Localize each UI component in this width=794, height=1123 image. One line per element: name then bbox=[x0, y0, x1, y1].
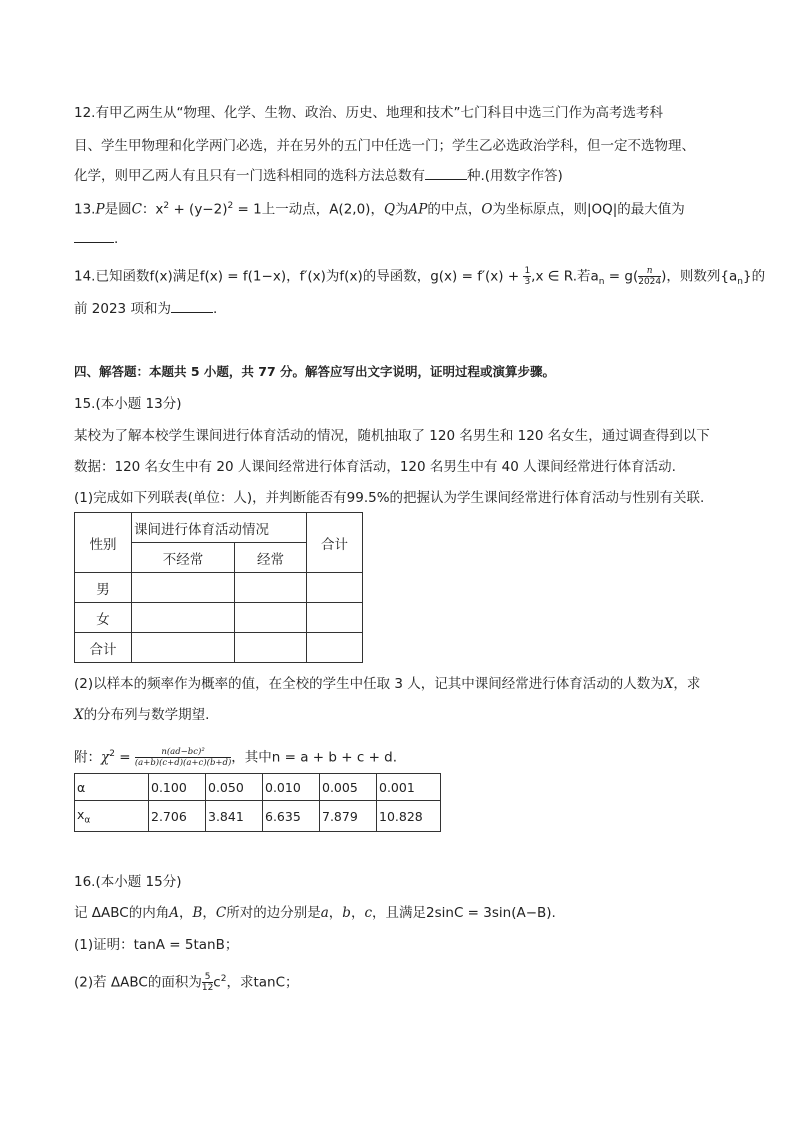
q13-text: 的中点， bbox=[427, 201, 482, 218]
q13-var: C bbox=[131, 201, 142, 218]
q16-line1 bbox=[74, 903, 556, 923]
answer-blank[interactable] bbox=[74, 229, 114, 243]
q14-sub: n bbox=[737, 277, 743, 288]
contingency-table bbox=[74, 512, 363, 663]
q14-line2 bbox=[74, 299, 217, 319]
table-cell[interactable] bbox=[235, 603, 307, 633]
x-value: 2.706 bbox=[149, 801, 206, 832]
q13-line1 bbox=[74, 196, 685, 220]
q14-text: }的 bbox=[742, 268, 766, 285]
table-cell[interactable] bbox=[132, 603, 235, 633]
q16-var: A bbox=[169, 905, 179, 921]
q16-text: 记 ΔABC的内角 bbox=[74, 905, 170, 921]
header-often: 经常 bbox=[235, 543, 307, 573]
q13-end: . bbox=[114, 231, 119, 247]
header-not-often: 不经常 bbox=[132, 543, 235, 573]
q12-text: 化学，则甲乙两人有且只有一门选科相同的选科方法总数有 bbox=[74, 168, 425, 184]
q15-attach bbox=[74, 744, 397, 768]
q13-exp: 2 bbox=[163, 201, 170, 211]
attach-text: ，其中n = a + b + c + d. bbox=[231, 749, 398, 766]
frac-den: 3 bbox=[524, 277, 531, 287]
table-cell[interactable] bbox=[132, 633, 235, 663]
table-cell[interactable] bbox=[132, 573, 235, 603]
q16-var: a bbox=[320, 905, 329, 921]
frac-num: n bbox=[638, 266, 661, 277]
q16-text: ，求tanC； bbox=[226, 974, 299, 991]
q15-header: 15.(本小题 13分) bbox=[74, 396, 182, 412]
q16-var: b bbox=[342, 905, 351, 921]
q14-sub: n bbox=[598, 277, 605, 288]
q13-line2 bbox=[74, 229, 118, 249]
x-value: 6.635 bbox=[263, 801, 320, 832]
table-cell[interactable] bbox=[307, 573, 363, 603]
q16-text: ， bbox=[328, 905, 343, 921]
q13-var: AP bbox=[408, 201, 428, 218]
q16-text: ， bbox=[178, 905, 193, 921]
q15-text: (2)以样本的频率作为概率的值，在全校的学生中任取 3 人，记其中课间经常进行体育活动的人数为 bbox=[74, 676, 664, 692]
q13-exp: 2 bbox=[227, 201, 234, 211]
q16-header: 16.(本小题 15分) bbox=[74, 874, 182, 890]
x-value: 7.879 bbox=[320, 801, 377, 832]
q13-text: 是圆 bbox=[104, 201, 132, 218]
table-cell[interactable] bbox=[307, 603, 363, 633]
header-activity: 课间进行体育活动情况 bbox=[132, 513, 307, 543]
q13-var: Q bbox=[383, 201, 396, 218]
q14-text: = g( bbox=[604, 268, 639, 285]
q15-text: 的分布列与数学期望. bbox=[83, 707, 210, 723]
alpha-value: 0.100 bbox=[149, 774, 206, 801]
q16-text: ， bbox=[350, 905, 365, 921]
x-sub: α bbox=[84, 815, 91, 826]
header-gender: 性别 bbox=[75, 513, 132, 573]
header-total: 合计 bbox=[307, 513, 363, 573]
q13-var: P bbox=[95, 201, 105, 218]
q13-number: 13. bbox=[74, 201, 96, 218]
q16-var: c bbox=[364, 905, 373, 921]
q16-fraction bbox=[202, 972, 213, 993]
q15-var: X bbox=[74, 707, 84, 723]
x-label bbox=[75, 801, 149, 832]
q15-part2-line1 bbox=[74, 674, 700, 694]
q13-var: O bbox=[481, 201, 493, 218]
q16-text: (2)若 ΔABC的面积为 bbox=[74, 974, 202, 991]
frac-den: 12 bbox=[201, 983, 214, 993]
q15-line1: 某校为了解本校学生课间进行体育活动的情况，随机抽取了 120 名男生和 120 名女生，通过调查得到以下 bbox=[74, 428, 710, 444]
q15-part1: (1)完成如下列联表(单位：人)，并判断能否有99.5%的把握认为学生课间经常进行体育活动与性别有关联. bbox=[74, 490, 705, 506]
chi-eq: = bbox=[114, 749, 135, 766]
q13-text: + (y−2) bbox=[169, 201, 228, 218]
q16-var: B bbox=[192, 905, 203, 921]
q12-line3 bbox=[74, 166, 563, 186]
q16-var: C bbox=[215, 905, 227, 921]
q14-text: 前 2023 项和为 bbox=[74, 301, 171, 317]
alpha-value: 0.001 bbox=[377, 774, 441, 801]
table-cell[interactable] bbox=[235, 573, 307, 603]
q12-tail: 种.(用数字作答) bbox=[467, 168, 563, 184]
q16-text: 所对的边分别是 bbox=[226, 905, 321, 921]
row-male: 男 bbox=[75, 573, 132, 603]
frac-num: 1 bbox=[524, 266, 531, 276]
frac-den: 2024 bbox=[638, 277, 662, 287]
chi-symbol: χ bbox=[101, 749, 110, 766]
q15-var: X bbox=[663, 676, 674, 692]
q16-exp: 2 bbox=[220, 974, 227, 984]
q14-text: ,x ∈ R.若a bbox=[531, 268, 599, 285]
row-total: 合计 bbox=[75, 633, 132, 663]
answer-blank[interactable] bbox=[171, 299, 213, 313]
q14-text: )，则数列{a bbox=[661, 268, 738, 285]
critical-value-table bbox=[74, 773, 441, 832]
answer-blank[interactable] bbox=[425, 166, 467, 180]
q16-text: ， bbox=[202, 905, 216, 921]
row-female: 女 bbox=[75, 603, 132, 633]
table-cell[interactable] bbox=[307, 633, 363, 663]
alpha-value: 0.050 bbox=[206, 774, 263, 801]
q13-text: 为 bbox=[395, 201, 409, 218]
x-text: x bbox=[77, 806, 85, 822]
q14-end: . bbox=[212, 301, 218, 317]
q14-line1 bbox=[74, 266, 765, 292]
q14-fraction bbox=[638, 266, 661, 287]
alpha-value: 0.010 bbox=[263, 774, 320, 801]
x-value: 3.841 bbox=[206, 801, 263, 832]
q15-part2-line2 bbox=[74, 705, 209, 725]
table-cell[interactable] bbox=[235, 633, 307, 663]
alpha-value: 0.005 bbox=[320, 774, 377, 801]
q12-line2: 目、学生甲物理和化学两门必选，并在另外的五门中任选一门；学生乙必选政治学科，但一定不选物理、 bbox=[74, 138, 695, 154]
q14-fraction bbox=[523, 266, 531, 287]
q16-part1: (1)证明：tanA = 5tanB； bbox=[74, 937, 239, 953]
q12-line1: 12.有甲乙两生从“物理、化学、生物、政治、历史、地理和技术”七门科目中选三门作为高考选考科 bbox=[74, 105, 663, 121]
section-heading: 四、解答题：本题共 5 小题，共 77 分。解答应写出文字说明，证明过程或演算步骤。 bbox=[74, 364, 556, 379]
chi-exp: 2 bbox=[109, 749, 115, 759]
q13-text: = 1上一动点，A(2,0)， bbox=[233, 201, 384, 218]
frac-den: (a+b)(c+d)(a+c)(b+d) bbox=[134, 758, 232, 768]
q13-text: ：x bbox=[141, 201, 164, 218]
frac-num: n(ad−bc)² bbox=[135, 747, 231, 758]
q16-part2 bbox=[74, 969, 299, 993]
q15-line2: 数据：120 名女生中有 20 人课间经常进行体育活动，120 名男生中有 40 人课间经常进行体育活动. bbox=[74, 459, 676, 475]
q13-text: 为坐标原点，则|OQ|的最大值为 bbox=[492, 201, 685, 218]
x-value: 10.828 bbox=[377, 801, 441, 832]
chi-fraction bbox=[135, 747, 231, 768]
q16-text: ，且满足2sinC = 3sin(A−B). bbox=[372, 905, 556, 921]
attach-label: 附： bbox=[74, 749, 101, 766]
q16-text: c bbox=[213, 974, 221, 991]
q15-text: ，求 bbox=[673, 676, 701, 692]
q14-text: 14.已知函数f(x)满足f(x) = f(1−x)，f′(x)为f(x)的导函数，g(x) = f′(x) + bbox=[74, 268, 524, 285]
frac-num: 5 bbox=[202, 972, 213, 983]
alpha-label: α bbox=[75, 774, 149, 801]
